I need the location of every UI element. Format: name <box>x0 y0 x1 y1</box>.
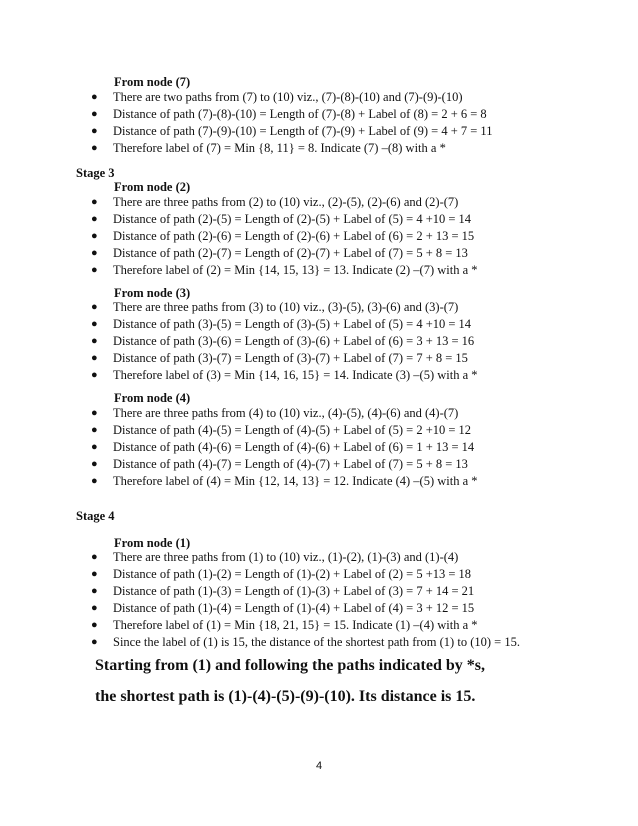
bullet-icon: ● <box>91 551 98 563</box>
list-item: ● Distance of path (2)-(5) = Length of (2)-(5) + Label of (5) = 4 +10 = 14 <box>91 212 472 226</box>
bullet-icon: ● <box>91 441 98 453</box>
bullet-icon: ● <box>91 213 98 225</box>
node-7-heading: From node (7) <box>114 75 191 89</box>
conclusion-line-2: the shortest path is (1)-(4)-(5)-(9)-(10). Its distance is 15. <box>95 688 476 705</box>
list-item: ● There are three paths from (4) to (10) viz., (4)-(5), (4)-(6) and (4)-(7) <box>91 406 459 420</box>
bullet-icon: ● <box>91 424 98 436</box>
list-item: ● Distance of path (1)-(3) = Length of (1)-(3) + Label of (3) = 7 + 14 = 21 <box>91 584 475 598</box>
bullet-icon: ● <box>91 602 98 614</box>
node-3-list <box>0 299 638 384</box>
list-item: ● Distance of path (4)-(5) = Length of (4)-(5) + Label of (5) = 2 +10 = 12 <box>91 423 472 437</box>
bullet-icon: ● <box>91 247 98 259</box>
list-item: ● Therefore label of (1) = Min {18, 21, 15} = 15. Indicate (1) –(4) with a * <box>91 618 478 632</box>
node-3-heading: From node (3) <box>114 286 191 300</box>
node-1-heading: From node (1) <box>114 536 191 550</box>
list-item: ● Distance of path (3)-(6) = Length of (3)-(6) + Label of (6) = 3 + 13 = 16 <box>91 334 475 348</box>
bullet-icon: ● <box>91 352 98 364</box>
list-item: ● Distance of path (1)-(2) = Length of (1)-(2) + Label of (2) = 5 +13 = 18 <box>91 567 472 581</box>
bullet-icon: ● <box>91 91 98 103</box>
conclusion-line-1: Starting from (1) and following the paths indicated by *s, <box>95 657 485 674</box>
node-2-list <box>0 194 638 279</box>
list-item: ● Distance of path (2)-(6) = Length of (2)-(6) + Label of (6) = 2 + 13 = 15 <box>91 229 475 243</box>
node-4-list <box>0 405 638 490</box>
bullet-icon: ● <box>91 585 98 597</box>
list-item: ● Distance of path (1)-(4) = Length of (1)-(4) + Label of (4) = 3 + 12 = 15 <box>91 601 475 615</box>
node-1-list <box>0 549 638 651</box>
list-item: ● Distance of path (7)-(8)-(10) = Length of (7)-(8) + Label of (8) = 2 + 6 = 8 <box>91 107 487 121</box>
bullet-icon: ● <box>91 264 98 276</box>
bullet-icon: ● <box>91 369 98 381</box>
bullet-icon: ● <box>91 619 98 631</box>
list-item: ● Therefore label of (7) = Min {8, 11} = 8. Indicate (7) –(8) with a * <box>91 141 446 155</box>
list-item: ● Therefore label of (2) = Min {14, 15, 13} = 13. Indicate (2) –(7) with a * <box>91 263 478 277</box>
bullet-icon: ● <box>91 636 98 648</box>
list-item: ● Distance of path (3)-(5) = Length of (3)-(5) + Label of (5) = 4 +10 = 14 <box>91 317 472 331</box>
bullet-icon: ● <box>91 125 98 137</box>
list-item: ● There are three paths from (1) to (10) viz., (1)-(2), (1)-(3) and (1)-(4) <box>91 550 459 564</box>
page-number: 4 <box>315 760 323 772</box>
list-item: ● Therefore label of (4) = Min {12, 14, 13} = 12. Indicate (4) –(5) with a * <box>91 474 478 488</box>
list-item: ● There are two paths from (7) to (10) viz., (7)-(8)-(10) and (7)-(9)-(10) <box>91 90 463 104</box>
bullet-icon: ● <box>91 108 98 120</box>
list-item: ● Distance of path (4)-(7) = Length of (4)-(7) + Label of (7) = 5 + 8 = 13 <box>91 457 468 471</box>
list-item: ● Distance of path (4)-(6) = Length of (4)-(6) + Label of (6) = 1 + 13 = 14 <box>91 440 475 454</box>
bullet-icon: ● <box>91 475 98 487</box>
bullet-icon: ● <box>91 407 98 419</box>
node-4-heading: From node (4) <box>114 391 191 405</box>
bullet-icon: ● <box>91 301 98 313</box>
node-7-list <box>0 89 638 157</box>
list-item: ● Therefore label of (3) = Min {14, 16, 15} = 14. Indicate (3) –(5) with a * <box>91 368 478 382</box>
list-item: ● Distance of path (3)-(7) = Length of (3)-(7) + Label of (7) = 7 + 8 = 15 <box>91 351 468 365</box>
stage-4-heading: Stage 4 <box>76 509 115 523</box>
bullet-icon: ● <box>91 230 98 242</box>
bullet-icon: ● <box>91 458 98 470</box>
bullet-icon: ● <box>91 196 98 208</box>
list-item: ● There are three paths from (3) to (10) viz., (3)-(5), (3)-(6) and (3)-(7) <box>91 300 459 314</box>
bullet-icon: ● <box>91 318 98 330</box>
bullet-icon: ● <box>91 568 98 580</box>
list-item: ● Distance of path (2)-(7) = Length of (2)-(7) + Label of (7) = 5 + 8 = 13 <box>91 246 468 260</box>
list-item: ● Since the label of (1) is 15, the distance of the shortest path from (1) to (10) = 15. <box>91 635 520 649</box>
stage-3-heading: Stage 3 <box>76 166 115 180</box>
list-item: ● Distance of path (7)-(9)-(10) = Length of (7)-(9) + Label of (9) = 4 + 7 = 11 <box>91 124 493 138</box>
bullet-icon: ● <box>91 142 98 154</box>
bullet-icon: ● <box>91 335 98 347</box>
node-2-heading: From node (2) <box>114 180 191 194</box>
list-item: ● There are three paths from (2) to (10) viz., (2)-(5), (2)-(6) and (2)-(7) <box>91 195 459 209</box>
